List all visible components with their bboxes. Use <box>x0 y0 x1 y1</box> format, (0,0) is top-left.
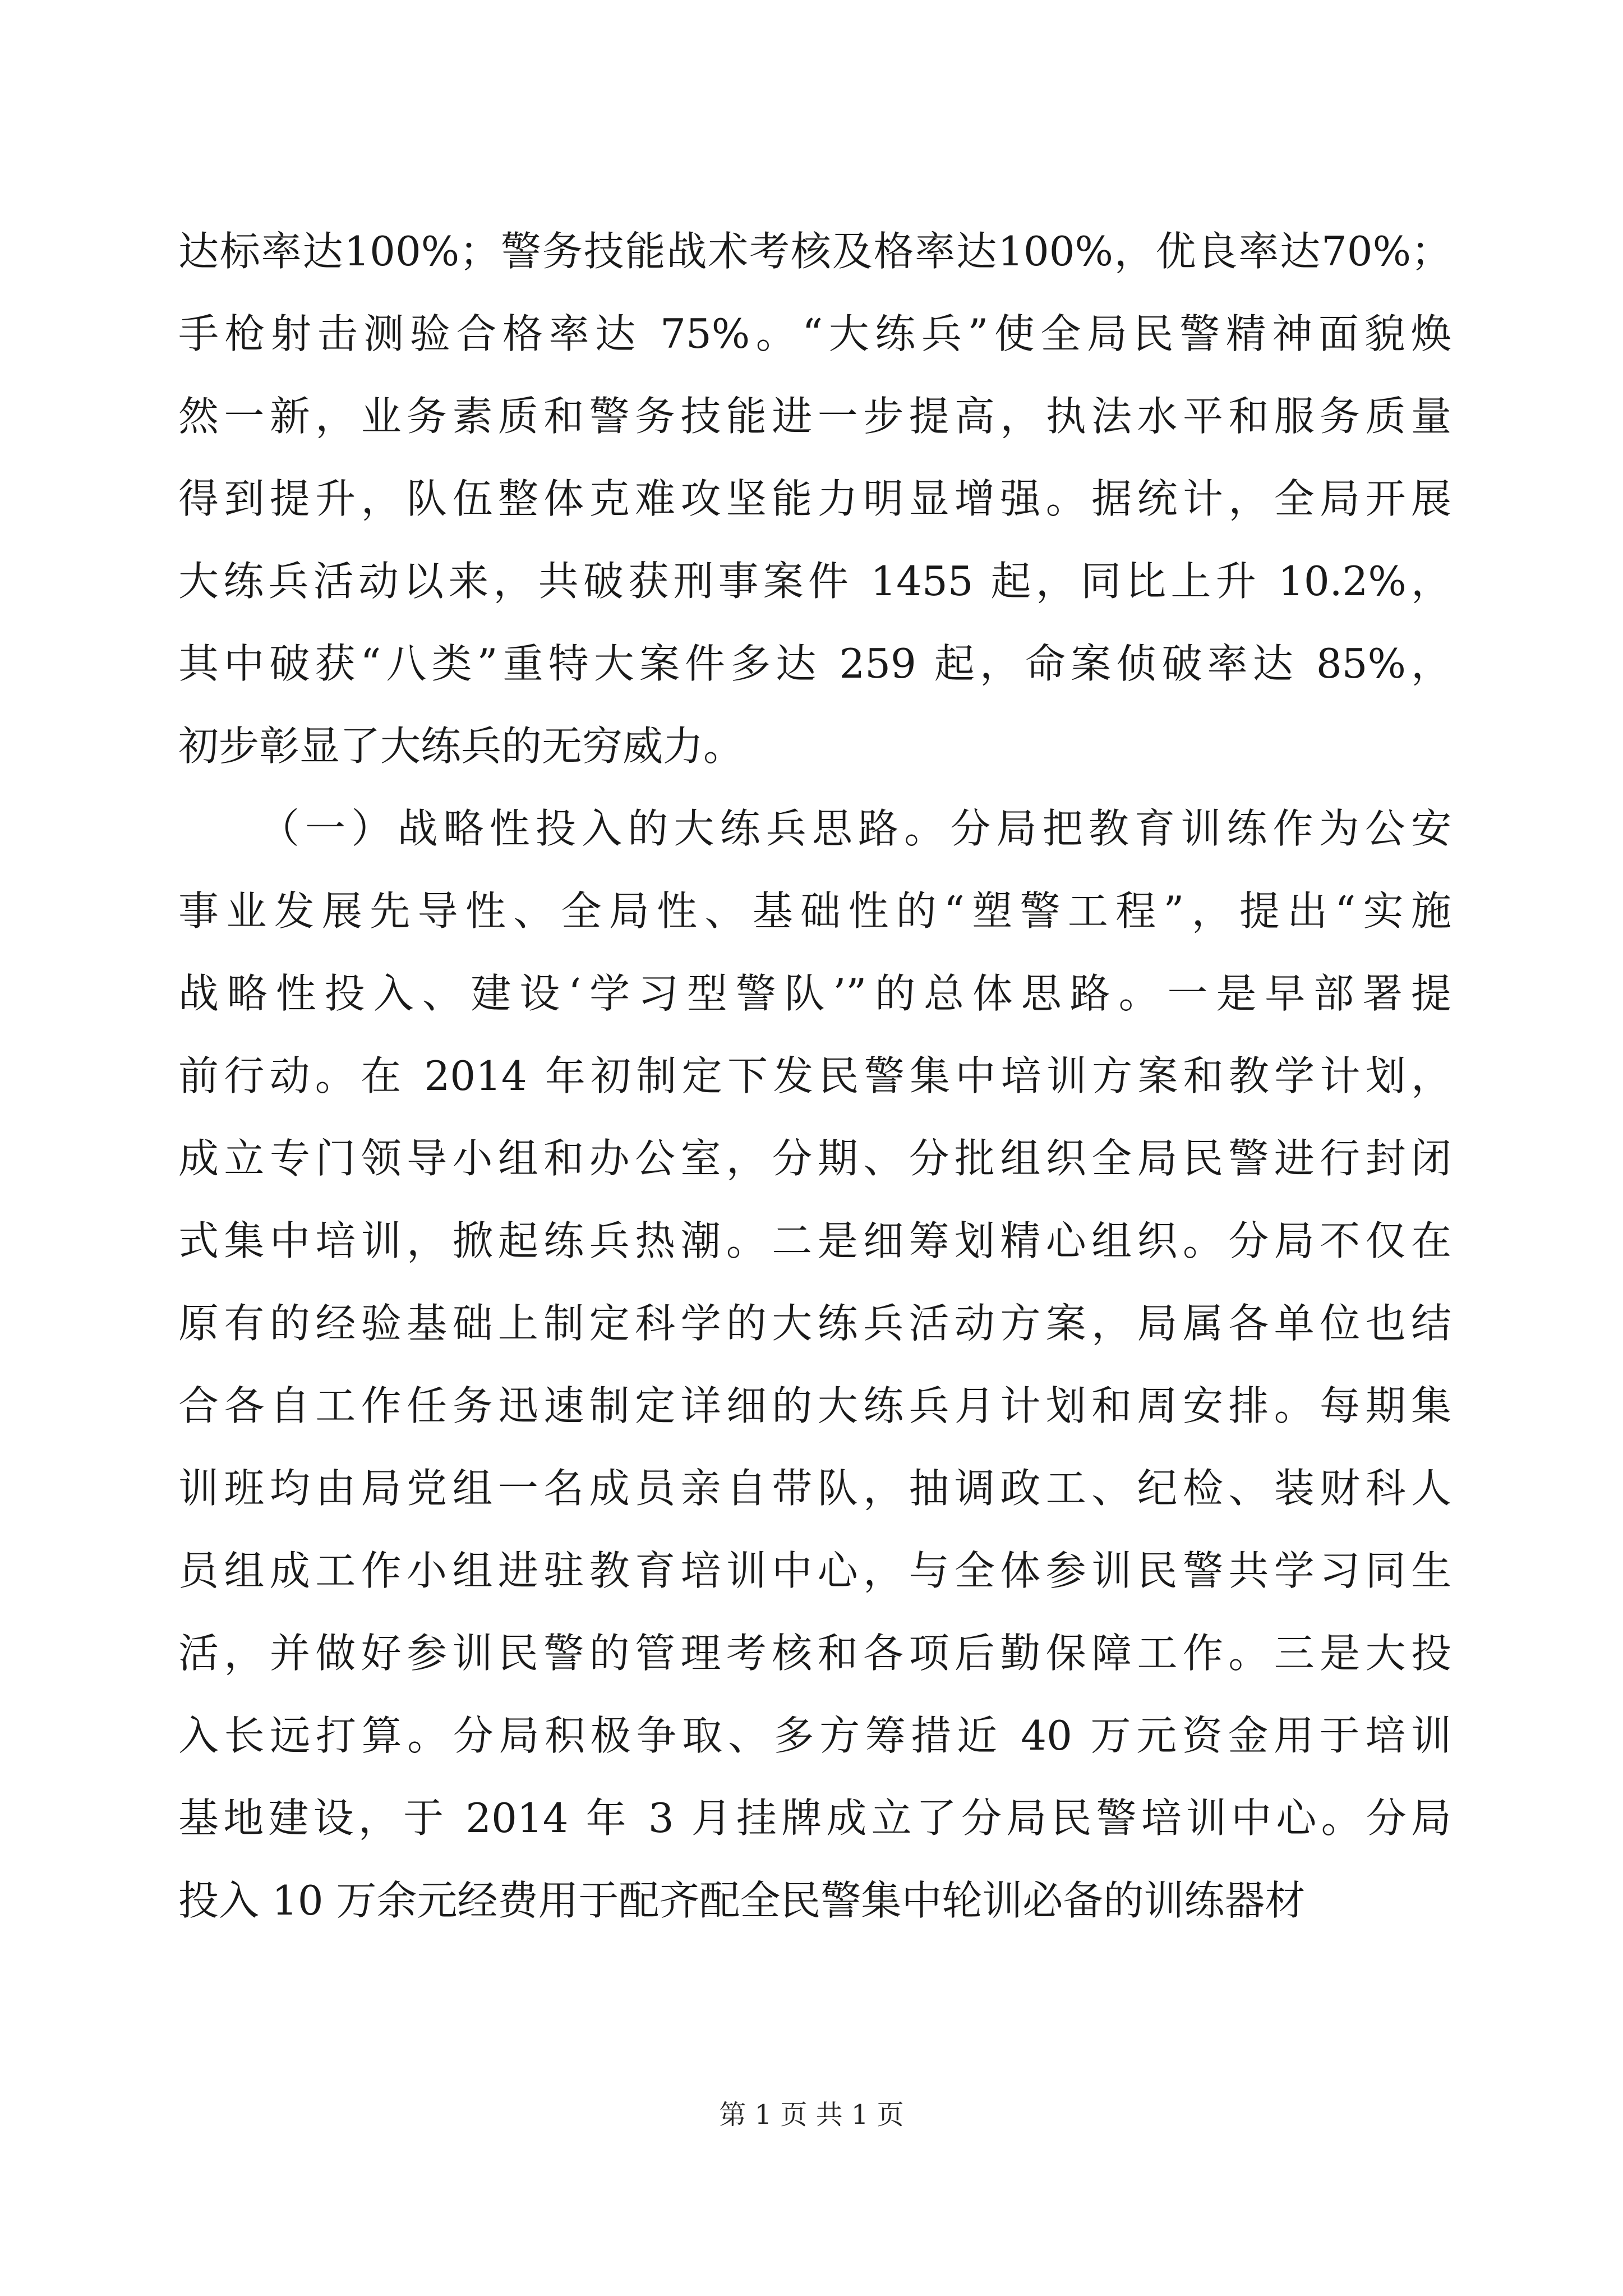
text-line: 前行动。在 2014 年初制定下发民警集中培训方案和教学计划， <box>178 1052 1451 1099</box>
text-line: 然一新，业务素质和警务技能进一步提高，执法水平和服务质量 <box>178 393 1451 440</box>
text-line: 事业发展先导性、全局性、基础性的“塑警工程”，提出“实施 <box>178 887 1451 935</box>
text-line: 基地建设，于 2014 年 3 月挂牌成立了分局民警培训中心。分局 <box>178 1795 1451 1842</box>
text-line: 活，并做好参训民警的管理考核和各项后勤保障工作。三是大投 <box>178 1630 1451 1677</box>
text-line: 员组成工作小组进驻教育培训中心，与全体参训民警共学习同生 <box>178 1547 1451 1594</box>
page-footer <box>0 2098 1623 2132</box>
document-body <box>178 210 1451 1942</box>
text-line: 原有的经验基础上制定科学的大练兵活动方案，局属各单位也结 <box>178 1300 1451 1347</box>
text-line: （一）战略性投入的大练兵思路。分局把教育训练作为公安 <box>259 805 1451 852</box>
text-line: 达标率达100%；警务技能战术考核及格率达100%，优良率达70%； <box>178 228 1451 275</box>
text-line: 入长远打算。分局积极争取、多方筹措近 40 万元资金用于培训 <box>178 1712 1451 1759</box>
paragraph-2 <box>178 788 1451 1942</box>
text-line: 战略性投入、建设‘学习型警队’”的总体思路。一是早部署提 <box>178 970 1451 1017</box>
text-line: 合各自工作任务迅速制定详细的大练兵月计划和周安排。每期集 <box>178 1382 1451 1429</box>
text-line: 成立专门领导小组和办公室，分期、分批组织全局民警进行封闭 <box>178 1135 1451 1182</box>
text-line: 其中破获“八类”重特大案件多达 259 起，命案侦破率达 85%， <box>178 640 1451 687</box>
page-number-label: 第 1 页 共 1 页 <box>719 2099 904 2131</box>
text-line: 得到提升，队伍整体克难攻坚能力明显增强。据统计，全局开展 <box>178 475 1451 522</box>
text-line: 初步彰显了大练兵的无穷威力。 <box>178 723 744 770</box>
text-line: 训班均由局党组一名成员亲自带队，抽调政工、纪检、装财科人 <box>178 1465 1451 1512</box>
text-line: 投入 10 万余元经费用于配齐配全民警集中轮训必备的训练器材 <box>178 1877 1306 1924</box>
text-line: 式集中培训，掀起练兵热潮。二是细筹划精心组织。分局不仅在 <box>178 1217 1451 1264</box>
text-line: 大练兵活动以来，共破获刑事案件 1455 起，同比上升 10.2%， <box>178 558 1451 605</box>
text-line: 手枪射击测验合格率达 75%。“大练兵”使全局民警精神面貌焕 <box>178 310 1451 357</box>
paragraph-1 <box>178 210 1451 788</box>
